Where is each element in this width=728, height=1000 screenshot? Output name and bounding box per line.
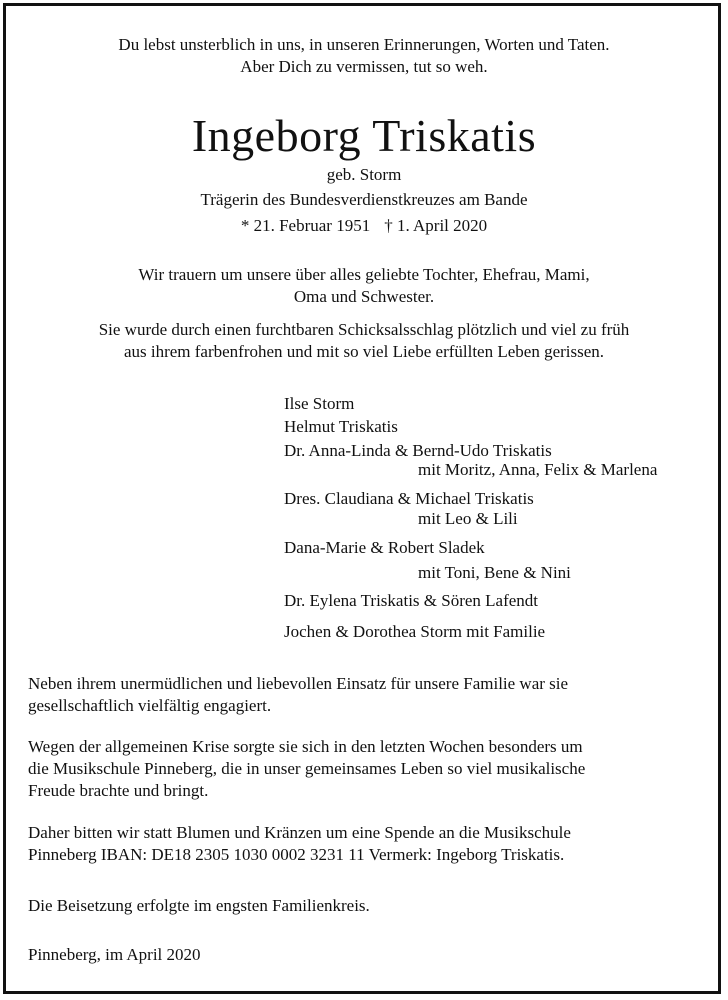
engagement-paragraph xyxy=(28,673,708,717)
donation-line-2: Pinneberg IBAN: DE18 2305 1030 0002 3231 11 Vermerk: Ingeborg Triskatis. xyxy=(28,845,565,864)
life-dates xyxy=(0,215,728,237)
crisis-line-3: Freude brachte und bringt. xyxy=(28,781,209,800)
mourner-children: mit Toni, Bene & Nini xyxy=(418,563,571,582)
crisis-paragraph xyxy=(28,736,708,802)
mourner-name: Dres. Claudiana & Michael Triskatis xyxy=(284,489,534,508)
donation-paragraph xyxy=(28,822,708,866)
crisis-line-1: Wegen der allgemeinen Krise sorgte sie sich in den letzten Wochen besonders um xyxy=(28,737,583,756)
death-date: † 1. April 2020 xyxy=(384,216,488,235)
grief-statement xyxy=(0,264,728,308)
engagement-line-1: Neben ihrem unermüdlichen und liebevollen Einsatz für unsere Familie war sie xyxy=(28,674,569,693)
circumstance-line-1: Sie wurde durch einen furchtbaren Schicksalsschlag plötzlich und viel zu früh xyxy=(98,320,630,339)
grief-line-1: Wir trauern um unsere über alles geliebte Tochter, Ehefrau, Mami, xyxy=(138,265,590,284)
mourner-children: mit Leo & Lili xyxy=(418,509,518,528)
motto-line-1: Du lebst unsterblich in uns, in unseren Erinnerungen, Worten und Taten. xyxy=(118,35,610,54)
birth-date: * 21. Februar 1951 xyxy=(240,216,371,235)
engagement-line-2: gesellschaftlich vielfältig engagiert. xyxy=(28,696,272,715)
mourner-name: Helmut Triskatis xyxy=(284,417,398,436)
mourner-children: mit Moritz, Anna, Felix & Marlena xyxy=(418,460,658,479)
mourner-name: Ilse Storm xyxy=(284,394,355,413)
birth-name: geb. Storm xyxy=(326,165,402,184)
honor-text: Trägerin des Bundesverdienstkreuzes am Bande xyxy=(200,190,528,209)
circumstance-line-2: aus ihrem farbenfrohen und mit so viel Liebe erfüllten Leben gerissen. xyxy=(123,342,605,361)
place-and-date: Pinneberg, im April 2020 xyxy=(28,945,201,964)
mourner-name: Dana-Marie & Robert Sladek xyxy=(284,538,485,557)
motto-quote xyxy=(0,34,728,78)
burial-note: Die Beisetzung erfolgte im engsten Familienkreis. xyxy=(28,896,370,915)
mourner-name: Dr. Anna-Linda & Bernd-Udo Triskatis xyxy=(284,441,552,460)
grief-line-2: Oma und Schwester. xyxy=(293,287,435,306)
mourner-name: Dr. Eylena Triskatis & Sören Lafendt xyxy=(284,591,539,610)
motto-line-2: Aber Dich zu vermissen, tut so weh. xyxy=(240,57,488,76)
mourner-name: Jochen & Dorothea Storm mit Familie xyxy=(284,622,546,641)
circumstance-statement xyxy=(0,319,728,363)
crisis-line-2: die Musikschule Pinneberg, die in unser gemeinsames Leben so viel musikalische xyxy=(28,759,586,778)
donation-line-1: Daher bitten wir statt Blumen und Kränzen um eine Spende an die Musikschule xyxy=(28,823,571,842)
deceased-name: Ingeborg Triskatis xyxy=(191,110,537,161)
